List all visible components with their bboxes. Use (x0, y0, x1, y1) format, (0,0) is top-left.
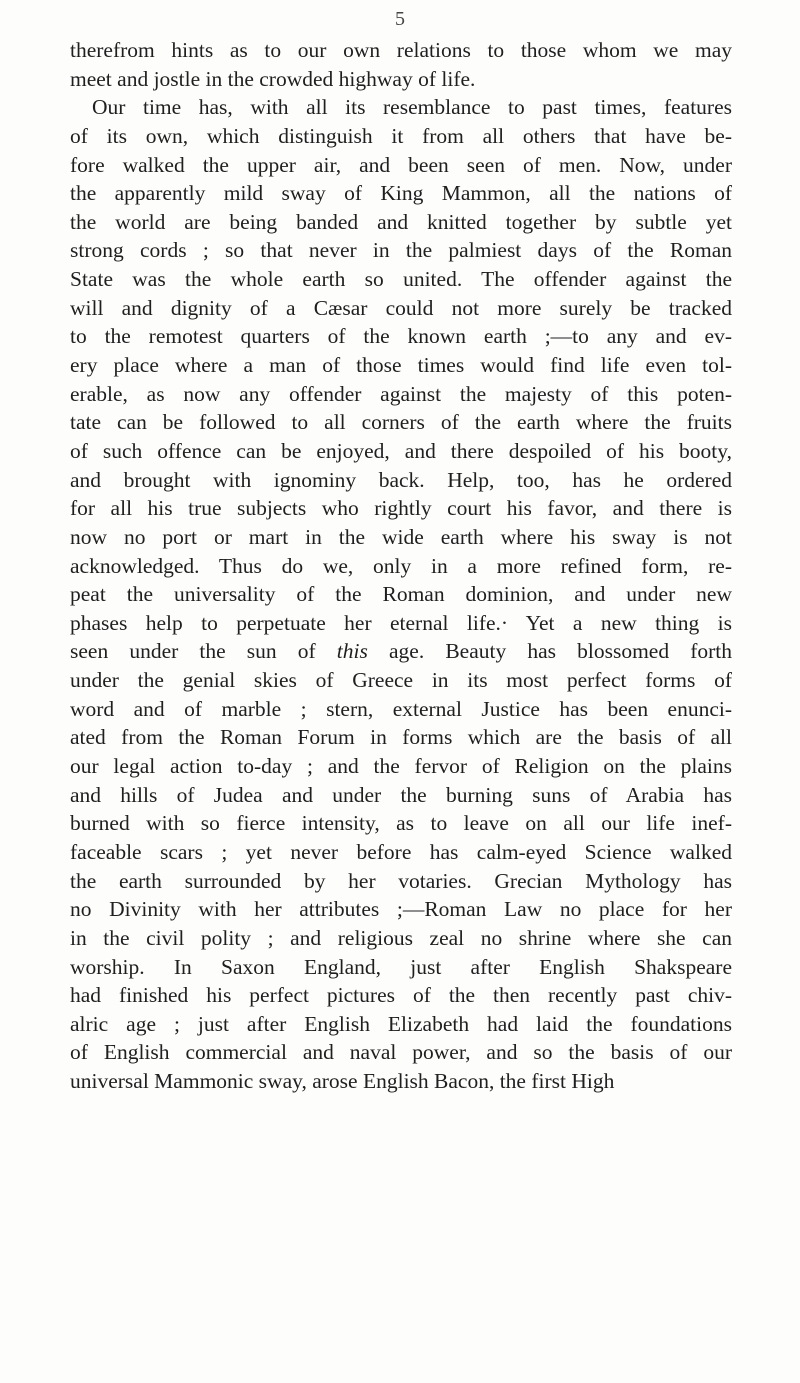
text-line: burned with so fierce intensity, as to leave on all our life inef- (70, 811, 732, 836)
text-line: the apparently mild sway of King Mammon, all the nations of (70, 181, 732, 206)
paragraph (70, 36, 732, 93)
text-line: of its own, which distinguish it from all others that have be- (70, 123, 732, 148)
text-line: and hills of Judea and under the burning suns of Arabia has (70, 782, 732, 807)
text-line: phases help to perpetuate her eternal life.· Yet a new thing is (70, 610, 732, 635)
text-line: Our time has, with all its resemblance to past times, features (92, 95, 732, 120)
text-line: ated from the Roman Forum in forms which are the basis of all (70, 725, 732, 750)
text-line: alric age ; just after English Elizabeth had laid the foundations (70, 1011, 732, 1036)
text-line: therefrom hints as to our own relations to those whom we may (70, 38, 732, 62)
text-line: in the civil polity ; and religious zeal no shrine where she can (70, 925, 732, 950)
text-line: acknowledged. Thus do we, only in a more refined form, re- (70, 553, 732, 578)
text-line: tate can be followed to all corners of the earth where the fruits (70, 410, 732, 435)
text-line: strong cords ; so that never in the palmiest days of the Roman (70, 238, 732, 263)
paragraph (70, 93, 732, 1095)
text-line: ery place where a man of those times would find life even tol- (70, 353, 732, 378)
text-line: erable, as now any offender against the majesty of this poten- (70, 381, 732, 406)
text-line: under the genial skies of Greece in its most perfect forms of (70, 668, 732, 693)
text-line: the earth surrounded by her votaries. Grecian Mythology has (70, 868, 732, 893)
text-line: fore walked the upper air, and been seen of men. Now, under (70, 152, 732, 177)
text-line: worship. In Saxon England, just after English Shakspeare (70, 954, 732, 979)
text-line: to the remotest quarters of the known earth ;—to any and ev- (70, 324, 732, 349)
text-line: word and of marble ; stern, external Justice has been enunci- (70, 696, 732, 721)
text-line: peat the universality of the Roman dominion, and under new (70, 582, 732, 607)
text-line: will and dignity of a Cæsar could not more surely be tracked (70, 295, 732, 320)
text-line: and brought with ignominy back. Help, too, has he ordered (70, 467, 732, 492)
text-line: of English commercial and naval power, and so the basis of our (70, 1040, 732, 1065)
emphasized-word: this (336, 639, 368, 664)
text-line: meet and jostle in the crowded highway of life. (70, 66, 476, 91)
text-line: our legal action to-day ; and the fervor of Religion on the plains (70, 754, 732, 779)
text-line: State was the whole earth so united. The offender against the (70, 267, 732, 292)
text-line: seen under the sun of this age. Beauty has blossomed forth (70, 639, 732, 664)
page-number: 5 (395, 8, 405, 30)
text-line: now no port or mart in the wide earth where his sway is not (70, 524, 732, 549)
text-line: no Divinity with her attributes ;—Roman Law no place for her (70, 897, 732, 922)
text-line: faceable scars ; yet never before has calm-eyed Science walked (70, 839, 732, 864)
text-line: of such offence can be enjoyed, and there despoiled of his booty, (70, 438, 732, 463)
text-line: universal Mammonic sway, arose English Bacon, the first High (70, 1069, 615, 1094)
text-line: the world are being banded and knitted together by subtle yet (70, 209, 732, 234)
text-line: for all his true subjects who rightly court his favor, and there is (70, 496, 732, 521)
body-text (70, 36, 732, 1096)
text-line: had finished his perfect pictures of the then recently past chiv- (70, 983, 732, 1008)
